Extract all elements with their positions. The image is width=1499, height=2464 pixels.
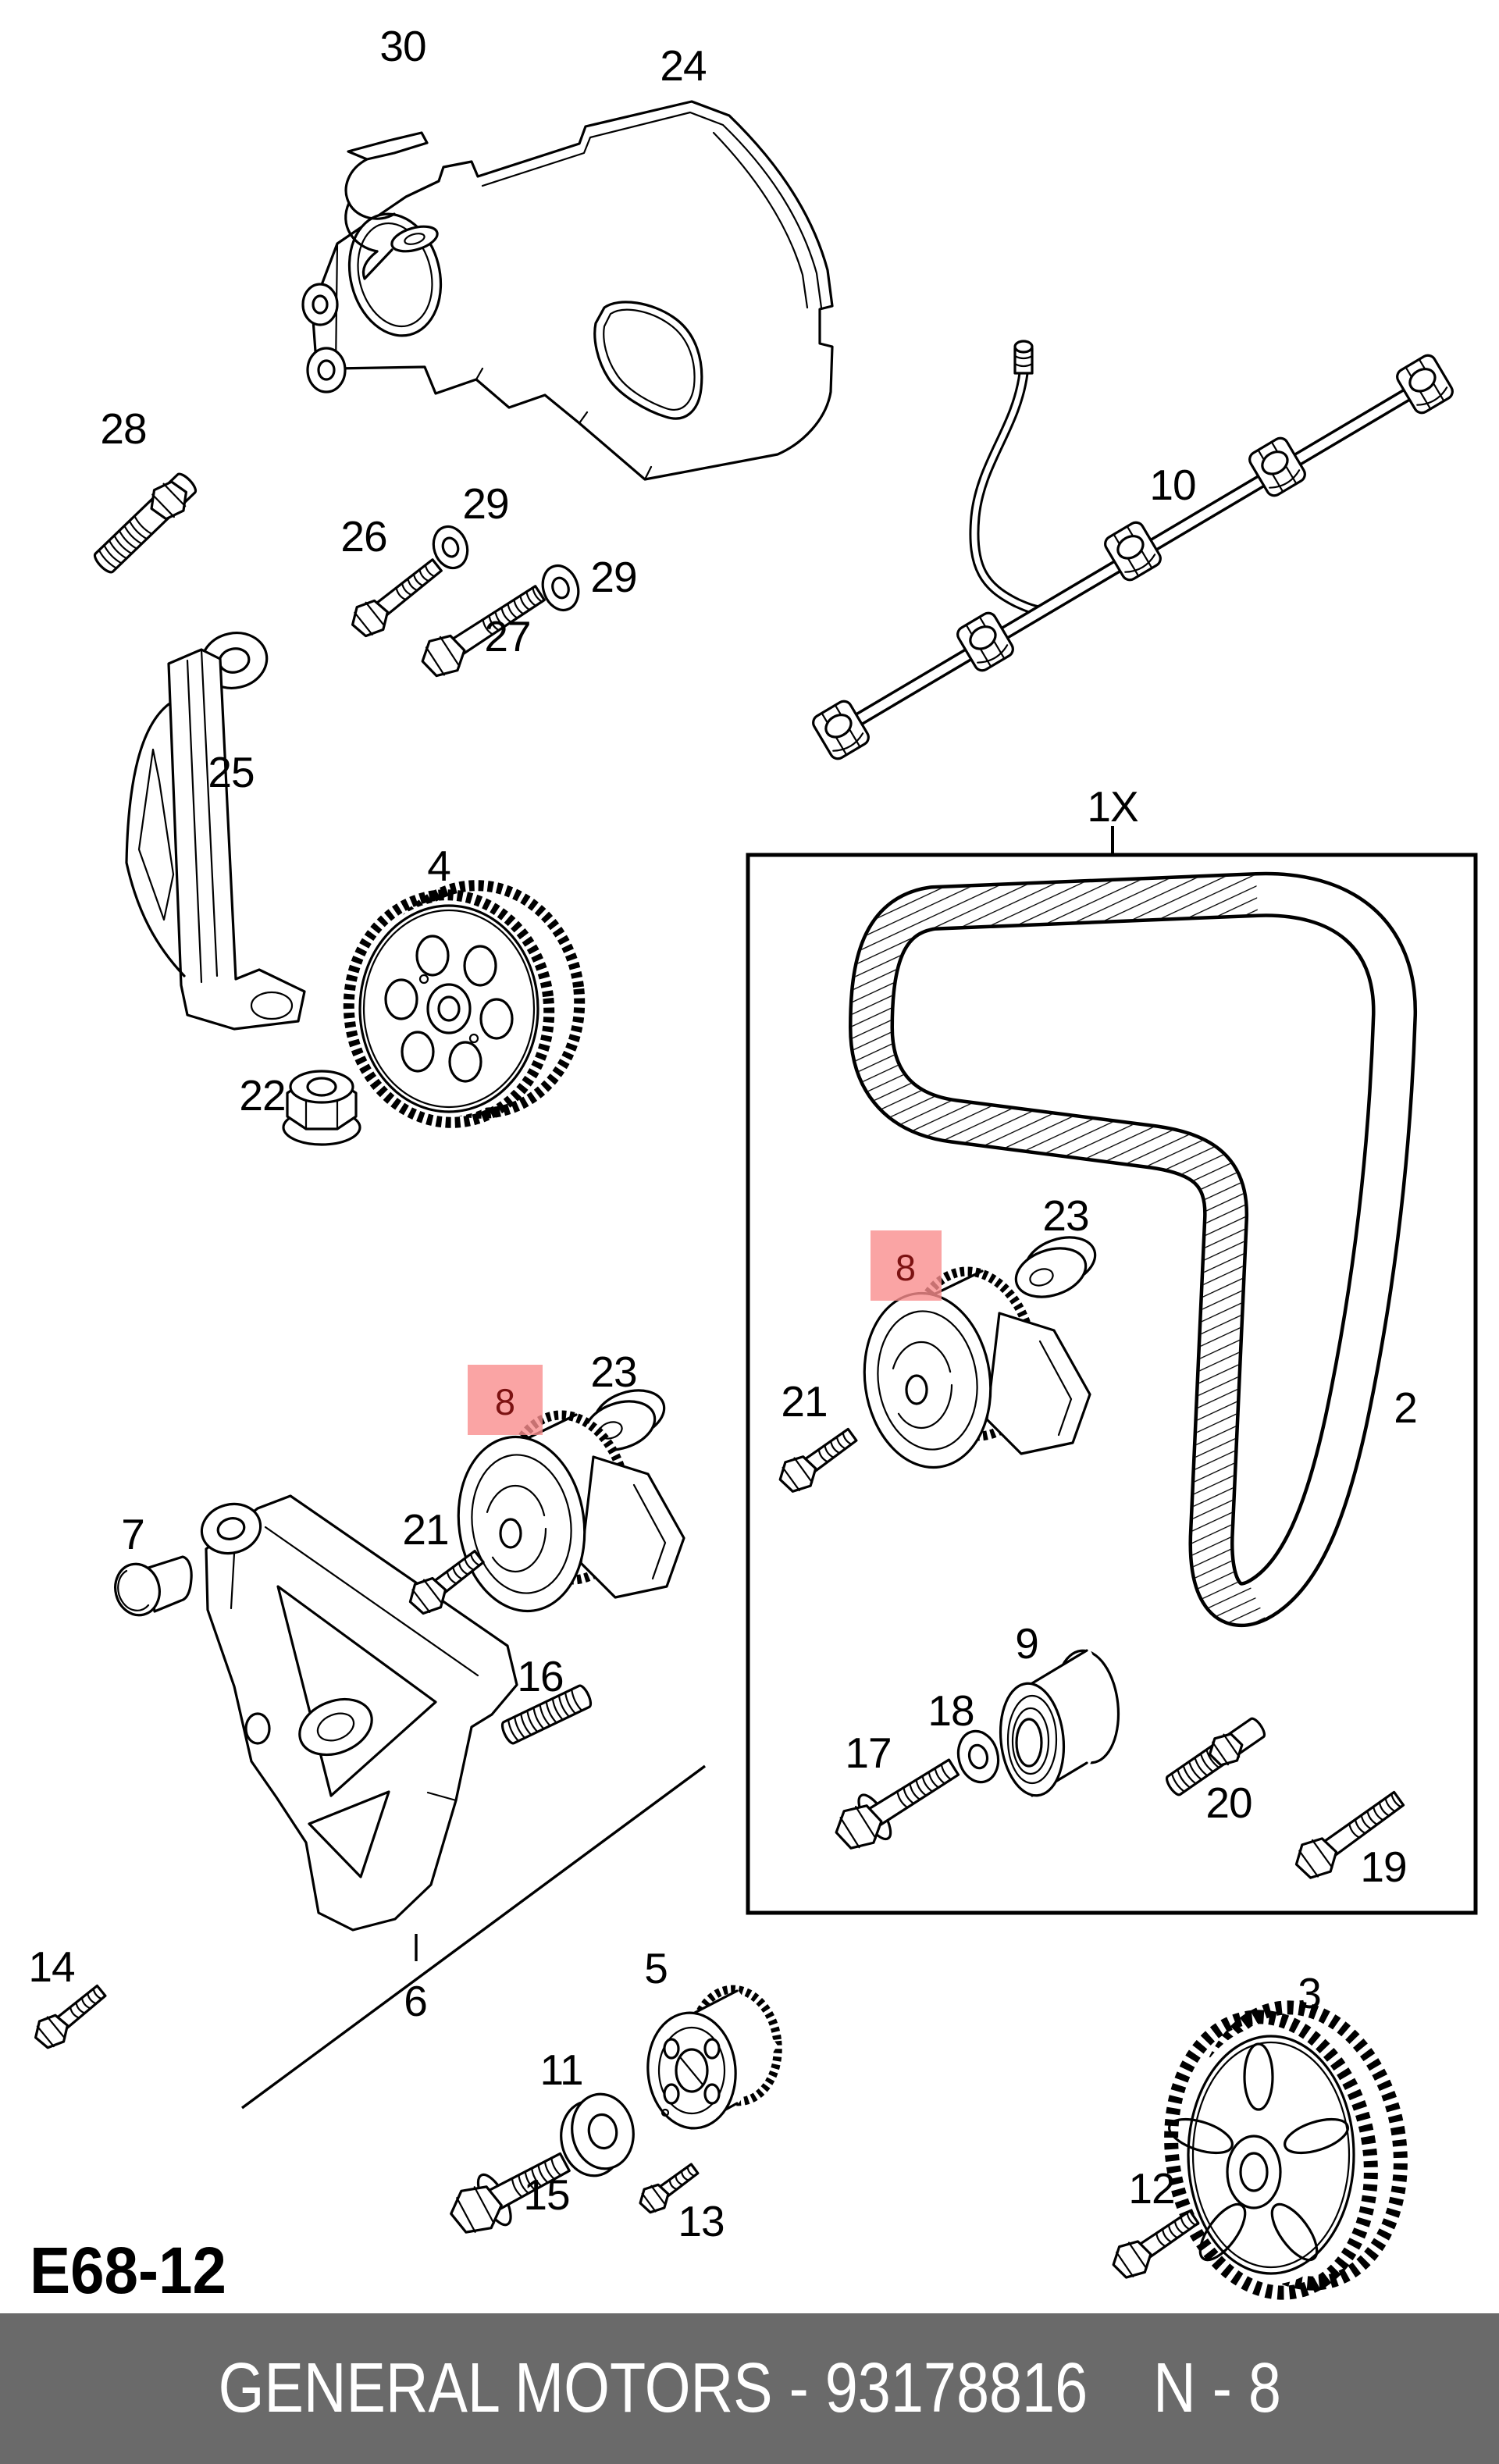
part-callout-2[interactable]: 2: [1394, 1383, 1417, 1432]
footer-brand-partnumber: GENERAL MOTORS - 93178816: [218, 2349, 1088, 2427]
part-26-bolt: [346, 552, 447, 643]
part-5-crank-sprocket: [643, 1985, 783, 2132]
part-callout-7[interactable]: 7: [121, 1510, 144, 1558]
part-21-bolt: [774, 1421, 862, 1498]
part-8-pump-sprocket-left: [447, 1407, 684, 1619]
pipe-union-nut: [810, 699, 871, 762]
part-29-washer: [537, 561, 584, 615]
part-callout-10[interactable]: 10: [1149, 461, 1196, 509]
part-callout-13[interactable]: 13: [678, 2197, 725, 2245]
part-callout-17[interactable]: 17: [845, 1729, 892, 1777]
plate-code: E68-12: [30, 2234, 226, 2307]
part-callout-8-selected[interactable]: 8: [895, 1247, 917, 1288]
part-callout-15[interactable]: 15: [523, 2170, 570, 2219]
part-callout-28[interactable]: 28: [100, 404, 147, 453]
pipe-union-nut: [1394, 353, 1455, 416]
part-4-gear: [337, 875, 590, 1132]
part-callout-23[interactable]: 23: [1042, 1191, 1089, 1240]
part-callout-11[interactable]: 11: [539, 2046, 583, 2094]
part-7-plug: [110, 1557, 191, 1620]
part-10-injection-pipe: [810, 341, 1455, 761]
part-callout-25[interactable]: 25: [208, 748, 255, 796]
part-callout-22[interactable]: 22: [239, 1071, 286, 1120]
part-callout-21[interactable]: 21: [781, 1377, 828, 1426]
part-callout-20[interactable]: 20: [1205, 1779, 1252, 1827]
part-25-bracket: [126, 627, 304, 1029]
part-callout-8-selected[interactable]: 8: [494, 1381, 516, 1422]
part-callout-29[interactable]: 29: [462, 479, 509, 528]
part-callout-23[interactable]: 23: [590, 1348, 637, 1396]
kit-frame-label[interactable]: 1X: [1087, 782, 1138, 831]
part-callout-5[interactable]: 5: [644, 1944, 668, 1992]
part-22-nut: [283, 1071, 360, 1145]
footer-bar: [0, 2313, 1499, 2464]
part-24-timing-cover: [303, 101, 832, 479]
part-callout-14[interactable]: 14: [28, 1942, 75, 1991]
part-9-idler-roller: [995, 1647, 1124, 1799]
part-callout-29[interactable]: 29: [590, 553, 637, 601]
part-12-bolt: [1107, 2202, 1205, 2284]
part-callout-21[interactable]: 21: [402, 1505, 449, 1554]
part-2-timing-belt: [871, 895, 1394, 1604]
part-callout-6[interactable]: 6: [404, 1977, 427, 2025]
part-callout-24[interactable]: 24: [660, 41, 707, 90]
part-callout-4[interactable]: 4: [427, 842, 450, 890]
part-callout-12[interactable]: 12: [1128, 2164, 1175, 2213]
part-callout-30[interactable]: 30: [379, 22, 426, 70]
part-callout-9[interactable]: 9: [1015, 1619, 1038, 1668]
part-callout-19[interactable]: 19: [1360, 1843, 1407, 1891]
part-18-washer: [953, 1727, 1003, 1786]
footer-ref: N - 8: [1152, 2349, 1281, 2427]
part-28-stud: [88, 468, 201, 579]
part-3-gear: [1150, 1992, 1422, 2309]
part-callout-18[interactable]: 18: [928, 1686, 974, 1735]
part-callout-26[interactable]: 26: [340, 512, 387, 561]
part-callout-3[interactable]: 3: [1298, 1969, 1321, 2017]
pipe-nipple: [1015, 341, 1032, 373]
part-callout-16[interactable]: 16: [517, 1652, 564, 1700]
part-callout-27[interactable]: 27: [484, 612, 531, 661]
part-23-seal-right: [1009, 1229, 1101, 1305]
